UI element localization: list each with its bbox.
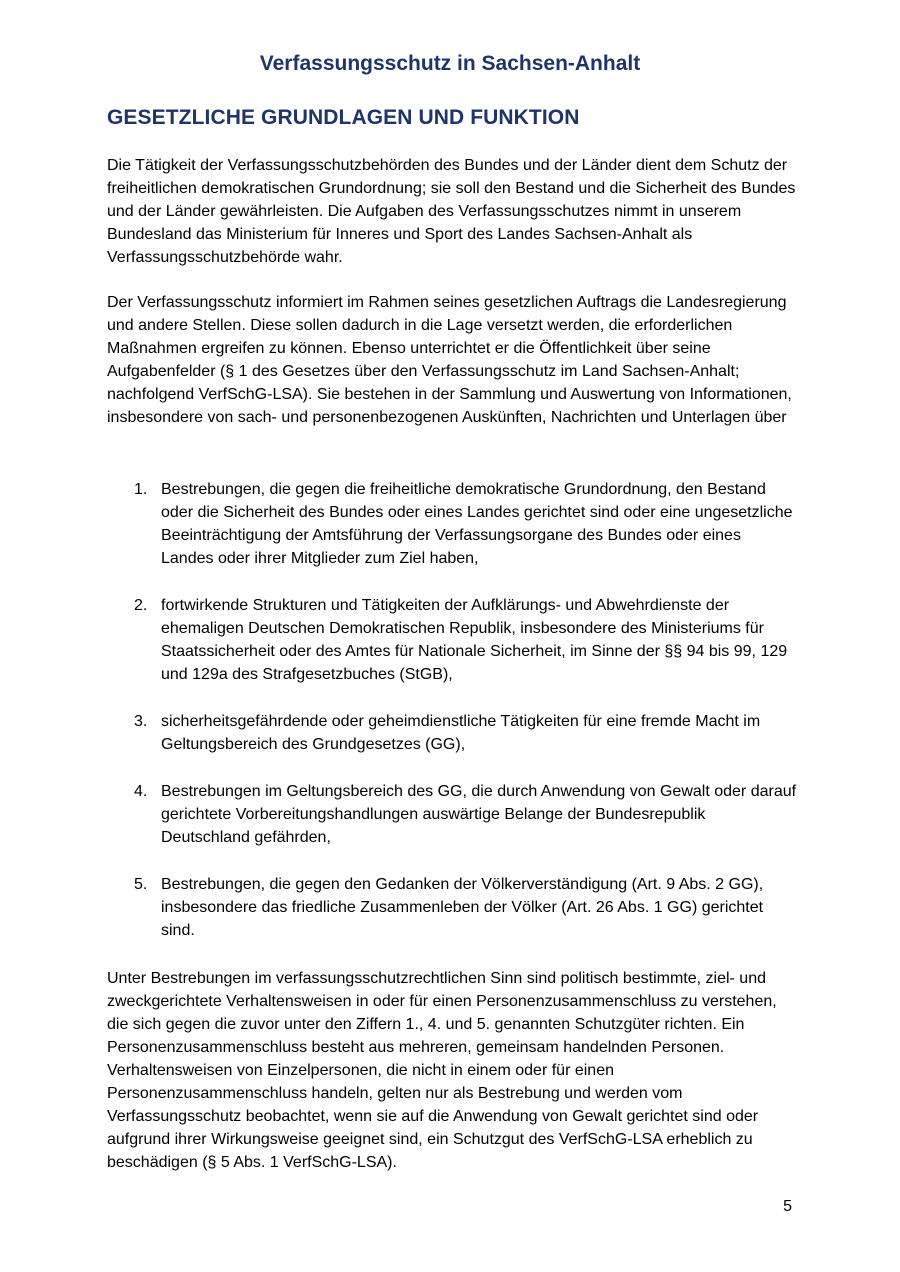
page-number: 5 [783,1198,792,1215]
list-item [107,478,797,570]
observation-areas-list [107,478,797,966]
list-item-text: Bestrebungen, die gegen die freiheitliche demokratische Grundordnung, den Bestand oder die Sicherheit des Bundes oder eines Landes gerichtet sind oder eine ungesetzliche Beeinträchtigung der Amtsführung der Verfassungsorgane des Bundes oder eines Landes oder ihrer Mitglieder zum Ziel haben, [161,481,793,567]
list-item-text: Bestrebungen, die gegen den Gedanken der Völkerverständigung (Art. 9 Abs. 2 GG), insbesondere das friedliche Zusammenleben der Völker (Art. 26 Abs. 1 GG) gerichtet sind. [161,876,764,939]
section-heading: GESETZLICHE GRUNDLAGEN UND FUNKTION [107,106,580,129]
list-item-number: 5. [134,876,148,893]
list-item-number: 3. [134,713,148,730]
list-item [107,710,797,756]
definition-paragraph: Unter Bestrebungen im verfassungsschutzrechtlichen Sinn sind politisch bestimmte, ziel- und zweckgerichtete Verhaltensweisen in oder für einen Personenzusammenschluss zu verstehen, die sich gegen die zuvor unter den Ziffern 1., 4. und 5. genannten Schutzgüter richten. Ein Personenzusammenschluss besteht aus mehreren, gemeinsam handelnden Personen. Verhaltensweisen von Einzelpersonen, die nicht in einem oder für einen Personenzusammenschluss handeln, gelten nur als Bestrebung und werden vom Verfassungsschutz beobachtet, wenn sie auf die Anwendung von Gewalt gerichtet sind oder aufgrund ihrer Wirkungsweise geeignet sind, ein Schutzgut des VerfSchG-LSA erheblich zu beschädigen (§ 5 Abs. 1 VerfSchG-LSA). [107,970,777,1171]
tasks-paragraph: Der Verfassungsschutz informiert im Rahmen seines gesetzlichen Auftrags die Landesregierung und andere Stellen. Diese sollen dadurch in die Lage versetzt werden, die erforderlichen Maßnahmen ergreifen zu können. Ebenso unterrichtet er die Öffentlichkeit über seine Aufgabenfelder (§ 1 des Gesetzes über den Verfassungsschutz im Land Sachsen-Anhalt; nachfolgend VerfSchG-LSA). Sie bestehen in der Sammlung und Auswertung von Informationen, insbesondere von sach- und personenbezogenen Auskünften, Nachrichten und Unterlagen über [107,294,792,426]
list-item-text: Bestrebungen im Geltungsbereich des GG, die durch Anwendung von Gewalt oder darauf gerichtete Vorbereitungshandlungen auswärtige Belange der Bundesrepublik Deutschland gefährden, [161,783,797,846]
list-item [107,780,797,849]
list-item-text: fortwirkende Strukturen und Tätigkeiten der Aufklärungs- und Abwehrdienste der ehemaligen Deutschen Demokratischen Republik, insbesondere des Ministeriums für Staatssicherheit oder des Amtes für Nationale Sicherheit, im Sinne der §§ 94 bis 99, 129 und 129a des Strafgesetzbuches (StGB), [161,597,788,683]
list-item [107,873,797,942]
list-item-text: sicherheitsgefährdende oder geheimdienstliche Tätigkeiten für eine fremde Macht im Geltungsbereich des Grundgesetzes (GG), [161,713,761,753]
running-header-title: Verfassungsschutz in Sachsen-Anhalt [259,52,641,75]
list-item-number: 1. [134,481,148,498]
list-item [107,594,797,686]
list-item-number: 4. [134,783,148,800]
list-item-number: 2. [134,597,148,614]
intro-paragraph: Die Tätigkeit der Verfassungsschutzbehörden des Bundes und der Länder dient dem Schutz der freiheitlichen demokratischen Grundordnung; sie soll den Bestand und die Sicherheit des Bundes und der Länder gewährleisten. Die Aufgaben des Verfassungsschutzes nimmt in unserem Bundesland das Ministerium für Inneres und Sport des Landes Sachsen-Anhalt als Verfassungsschutzbehörde wahr. [107,157,796,266]
